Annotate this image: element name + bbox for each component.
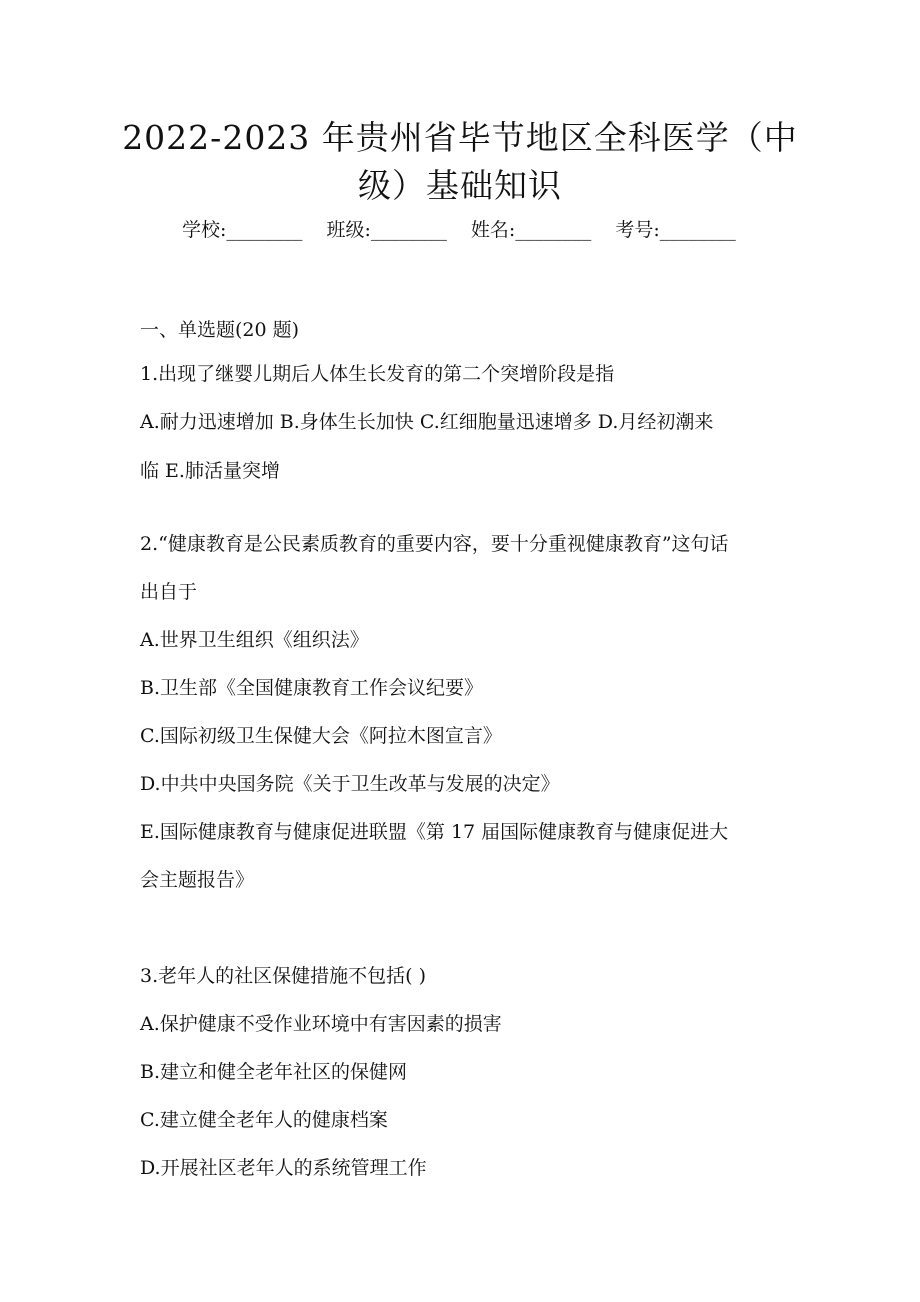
exam-title-line1: 2022-2023 年贵州省毕节地区全科医学（中: [122, 118, 798, 157]
question-2-option-e-line1: E.国际健康教育与健康促进联盟《第 17 届国际健康教育与健康促进大: [140, 821, 729, 843]
question-2-option-c: C.国际初级卫生保健大会《阿拉木图宣言》: [140, 725, 502, 747]
question-3-option-d: D.开展社区老年人的系统管理工作: [140, 1157, 427, 1179]
question-2-option-a: A.世界卫生组织《组织法》: [140, 629, 369, 651]
school-field: 学校:________: [182, 219, 303, 241]
question-3-option-a: A.保护健康不受作业环境中有害因素的损害: [140, 1013, 502, 1035]
question-2-stem-line1: 2.“健康教育是公民素质教育的重要内容，要十分重视健康教育”这句话: [140, 533, 729, 555]
question-1-options-line2: 临 E.肺活量突增: [140, 460, 280, 482]
question-2-option-e-line2: 会主题报告》: [140, 869, 255, 891]
name-field: 姓名:________: [470, 219, 592, 241]
question-1-options-line1: A.耐力迅速增加 B.身体生长加快 C.红细胞量迅速增多 D.月经初潮来: [140, 411, 714, 433]
question-2-option-d: D.中共中央国务院《关于卫生改革与发展的决定》: [140, 773, 560, 795]
student-info-row: [182, 216, 736, 244]
class-field: 班级:________: [326, 219, 447, 241]
exam-number-field: 考号:________: [615, 219, 736, 241]
question-1-stem: 1.出现了继婴儿期后人体生长发育的第二个突增阶段是指: [140, 363, 615, 385]
question-3-option-c: C.建立健全老年人的健康档案: [140, 1109, 388, 1131]
exam-title-line2: 级）基础知识: [358, 166, 562, 205]
section-heading: 一、单选题(20 题): [140, 319, 300, 341]
question-3-option-b: B.建立和健全老年社区的保健网: [140, 1061, 408, 1083]
question-2-option-b: B.卫生部《全国健康教育工作会议纪要》: [140, 677, 484, 699]
question-2-stem-line2: 出自于: [140, 581, 198, 603]
question-3-stem: 3.老年人的社区保健措施不包括( ): [140, 965, 426, 987]
